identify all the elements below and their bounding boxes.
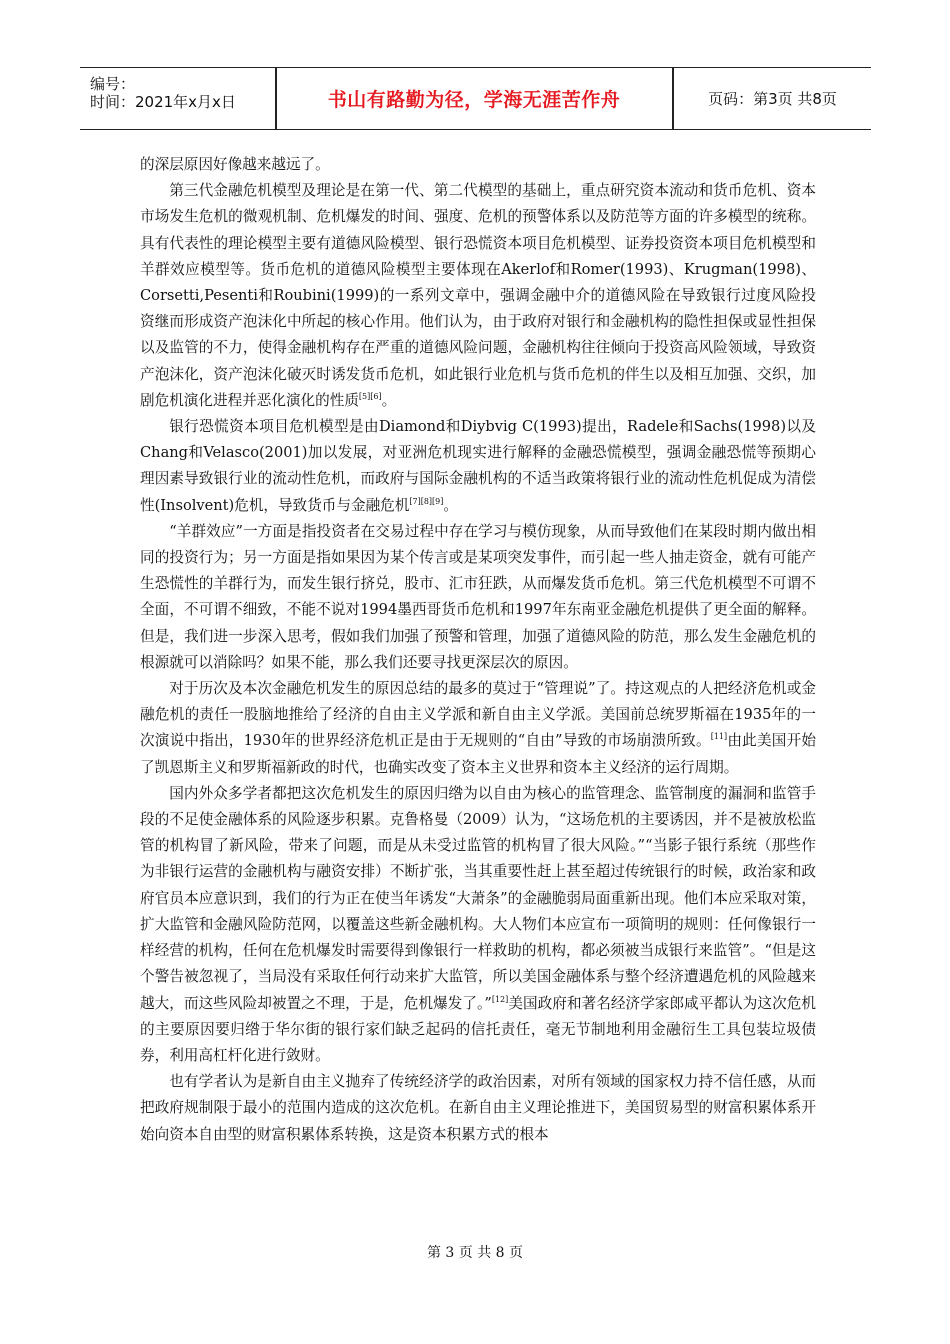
paragraph: 也有学者认为是新自由主义抛弃了传统经济学的政治因素，对所有领域的国家权力持不信任感，从而把政府规制限于最小的范围内造成的这次危机。在新自由主义理论推进下，美国贸易型的财富积累体系开始向资本自由型的财富积累体系转换，这是资本积累方式的根本	[140, 1073, 816, 1143]
paragraph: “羊群效应”一方面是指投资者在交易过程中存在学习与模仿现象，从而导致他们在某段时期内做出相同的投资行为；另一方面是指如果因为某个传言或是某项突发事件，而引起一些人抽走资金，就有可能产生恐慌性的羊群行为，而发生银行挤兑，股市、汇市狂跌，从而爆发货币危机。第三代危机模型不可谓不全面，不可谓不细致，不能不说对1994墨西哥货币危机和1997年东南亚金融危机提供了更全面的解释。但是，我们进一步深入思考，假如我们加强了预警和管理，加强了道德风险的防范，那么发生金融危机的根源就可以消除吗？如果不能，那么我们还要寻找更深层次的原因。	[140, 522, 816, 671]
doc-date: 时间：2021年x月x日	[90, 93, 236, 111]
citation-ref: [5][6]	[358, 391, 382, 401]
citation-ref: [7][8][9]	[409, 496, 444, 506]
header-page-info: 页码：第3页 共8页	[708, 90, 837, 108]
paragraph: 国内外众多学者都把这次危机发生的原因归绺为以自由为核心的监管理念、监管制度的漏洞和监管手段的不足使金融体系的风险逐步积累。克鲁格曼（2009）认为，“这场危机的主要诱因，并不是被放松监管的机构冒了新风险，带来了问题，而是从未受过监管的机构冒了很大风险。”“当影子银行系统（那些作为非银行运营的金融机构与融资安排）不断扩张，当其重要性赶上甚至超过传统银行的时候，政治家和政府官员本应意识到，我们的行为正在使当年诱发“大萧条”的金融脆弱局面重新出现。他们本应采取对策，扩大监管和金融风险防范网，以覆盖这些新金融机构。大人物们本应宣布一项简明的规则：任何像银行一样经营的机构，任何在危机爆发时需要得到像银行一样救助的机构，都必须被当成银行来监管”。“但是这个警告被忽视了，当局没有采取任何行动来扩大监管，所以美国金融体系与整个经济遭遇危机的风险越来越大，而这些风险却被置之不理，于是，危机爆发了。”[12]美国政府和著名经济学家郎咸平都认为这次危机的主要原因要归绺于华尔街的银行家们缺乏起码的信托责任，毫无节制地利用金融衍生工具包装垃圾债券，利用高杠杆化进行敛财。	[140, 784, 816, 1064]
paragraph: 银行恐慌资本项目危机模型是由Diamond和Diybvig C(1993)提出，Radele和Sachs(1998)以及Chang和Velasco(2001)加以发展，对亚洲危机现实进行解释的金融恐慌模型，强调金融恐慌等预期心理因素导致银行业的流动性危机，而政府与国际金融机构的不适当政策将银行业的流动性危机促成为清偿性(Insolvent)危机，导致货币与金融危机[7][8][9]。	[140, 418, 816, 514]
document-body	[140, 152, 816, 1148]
page-footer: 第 3 页 共 8 页	[426, 1245, 524, 1261]
page-header	[80, 67, 871, 130]
paragraph: 第三代金融危机模型及理论是在第一代、第二代模型的基础上，重点研究资本流动和货币危机、资本市场发生危机的微观机制、危机爆发的时间、强度、危机的预警体系以及防范等方面的许多模型的统称。具有代表性的理论模型主要有道德风险模型、银行恐慌资本项目危机模型、证券投资资本项目危机模型和羊群效应模型等。货币危机的道德风险模型主要体现在Akerlof和Romer(1993)、Krugman(1998)、Corsetti,Pesenti和Roubini(1999)的一系列文章中，强调金融中介的道德风险在导致银行过度风险投资继而形成资产泡沫化中所起的核心作用。他们认为，由于政府对银行和金融机构的隐性担保或显性担保以及监管的不力，使得金融机构存在严重的道德风险问题，金融机构往往倾向于投资高风险领域，导致资产泡沫化，资产泡沫化破灭时诱发货币危机，如此银行业危机与货币危机的伴生以及相互加强、交织，加剧危机演化进程并恶化演化的性质[5][6]。	[140, 182, 816, 409]
citation-ref: [12]	[491, 994, 509, 1004]
paragraph: 的深层原因好像越来越远了。	[140, 156, 330, 173]
header-meta	[80, 68, 275, 129]
paragraph: 对于历次及本次金融危机发生的原因总结的最多的莫过于“管理说”了。持这观点的人把经济危机或金融危机的责任一股脑地推给了经济的自由主义学派和新自由主义学派。美国前总统罗斯福在1935年的一次演说中指出，1930年的世界经济危机正是由于无规则的“自由”导致的市场崩溃所致。[11]由此美国开始了凯恩斯主义和罗斯福新政的时代，也确实改变了资本主义世界和资本主义经济的运行周期。	[140, 680, 816, 776]
doc-number-label: 编号：	[90, 75, 136, 93]
header-motto: 书山有路勤为径，学海无涯苦作舟	[327, 89, 621, 111]
citation-ref: [11]	[710, 732, 728, 742]
